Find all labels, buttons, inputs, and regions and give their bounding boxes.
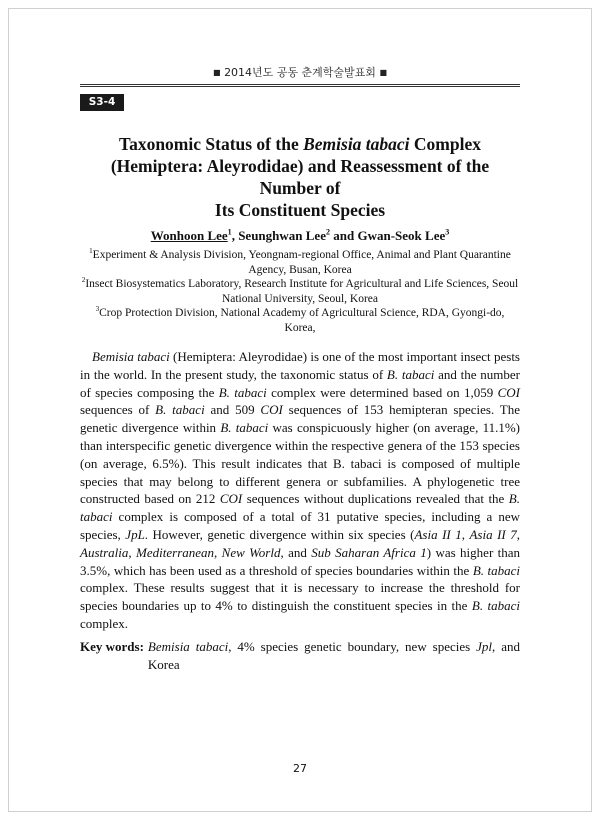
affiliation-1-cont: Agency, Busan, Korea	[248, 263, 352, 276]
author-2: Seunghwan Lee	[238, 228, 326, 243]
keywords-label: Key words:	[80, 639, 144, 654]
header-right-marker: ■	[379, 68, 387, 77]
affiliation-3: $^3$Crop Protection Division, National Academy of Agricultural Science, RDA, Gyongi-do, Korea,	[95, 305, 505, 334]
page-number: 27	[293, 762, 307, 775]
affiliations	[80, 248, 520, 336]
paper-title	[80, 133, 520, 221]
keywords	[80, 638, 520, 674]
affiliation-2-cont: National University, Seoul, Korea	[221, 292, 379, 305]
header-title: 2014년도 공동 춘계학술발표회	[224, 66, 376, 79]
title-line-1: Taxonomic Status of the Bemisia tabaci Complex	[119, 134, 481, 154]
running-header	[80, 64, 520, 80]
author-3: Gwan-Seok Lee	[357, 228, 446, 243]
keywords-list: Bemisia tabaci, 4% species genetic boundary, new species Jpl, and Korea	[147, 639, 520, 672]
affiliation-1: $^1$Experiment & Analysis Division, Yeongnam-regional Office, Animal and Plant Quarantine	[89, 247, 511, 261]
affiliation-2: $^2$Insect Biosystematics Laboratory, Research Institute for Agricultural and Life Sciences, Seoul	[81, 276, 519, 291]
title-line-2: (Hemiptera: Aleyrodidae) and Reassessment of the Number of	[110, 156, 490, 198]
abstract-body: Bemisia tabaci (Hemiptera: Aleyrodidae) is one of the most important insect pests in the world. In the present study, the taxonomic status of B. tabaci and the number of species composing the B. tabaci complex were determined based on 1,059 COI sequences of B. tabaci and 509 COI sequences of 153 hemipteran species. The genetic divergence within B. tabaci was conspicuously higher (on average, 11.1%) than interspecific genetic divergence within the respective genera of the 153 species (on average, 6.5%). This result indicates that B. tabaci is composed of multiple species that may belong to different genera or subfamilies. A phylogenetic tree constructed based on 212 COI sequences without duplications revealed that the B. tabaci complex is composed of a total of 31 putative species, including a new species, JpL. However, genetic divergence within six species (Asia II 1, Asia II 7, Australia, Mediterranean, New World, and Sub Saharan Africa 1) was higher than 3.5%, which has been used as a threshold of species boundaries within the B. tabaci complex. These results suggest that it is necessary to increase the threshold for species boundaries up to 4% to distinguish the constituent species in the B. tabaci complex.	[80, 349, 521, 631]
header-rule	[80, 84, 520, 87]
author-1: Wonhoon Lee	[150, 228, 228, 243]
title-line-3: Its Constituent Species	[214, 200, 386, 220]
header-left-marker: ■	[213, 68, 221, 77]
session-tag: S3-4	[80, 94, 124, 111]
author-list: Wonhoon Lee$^1$, Seunghwan Lee$^2$ and Gwan-Seok Lee$^3$	[150, 227, 450, 243]
